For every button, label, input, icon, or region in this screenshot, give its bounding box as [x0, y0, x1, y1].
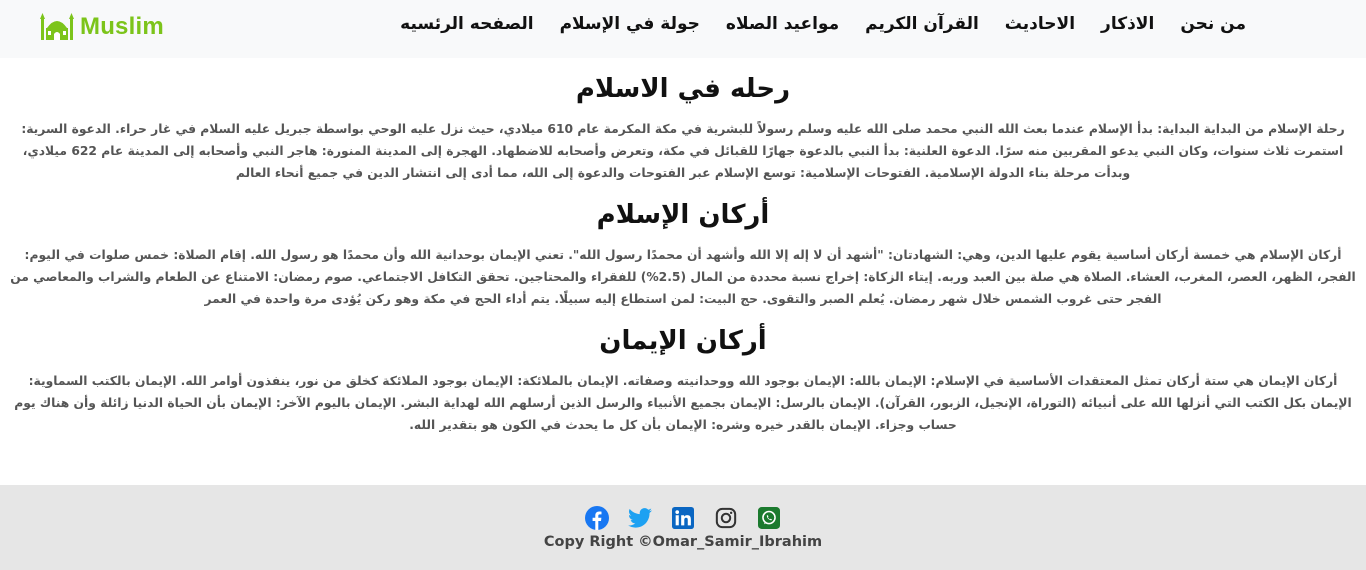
main-content: [0, 58, 1366, 485]
nav-about[interactable]: من نحن: [1180, 14, 1246, 34]
section-title-pillars-islam: أركان الإسلام: [596, 200, 770, 230]
section-body-pillars-iman: أركان الإيمان هي ستة أركان تمثل المعتقدات الأساسية في الإسلام: الإيمان بالله: الإيمان بوجود الله ووحدانيته وصفاته. الإيمان بالملائكة: الإيمان بوجود الملائكة كخلق من نور، ينفذون أوامر الله. الإيمان بالكتب السماوية: الإيمان بكل الكتب التي أنزلها الله على أنبيائه (التوراة، الإنجيل، الزبور، القرآن). الإيمان بالرسل: الإيمان بجميع الأنبياء والرسل الذين أرسلهم الله لهداية البشر. الإيمان باليوم الآخر: الإيمان بأن الحياة الدنيا زائلة وأن هناك يوم حساب وجزاء. الإيمان بالقدر خيره وشره: الإيمان بأن كل ما يحدث في الكون هو بتقدير الله.: [14, 374, 1352, 432]
nav-home[interactable]: الصفحه الرئسيه: [400, 14, 534, 34]
social-links: [0, 505, 1366, 531]
section-title-journey: رحله في الاسلام: [575, 74, 791, 104]
brand-name: Muslim: [80, 13, 164, 40]
navbar: [0, 0, 1366, 58]
section-body-pillars-islam: أركان الإسلام هي خمسة أركان أساسية يقوم عليها الدين، وهي: الشهادتان: "أشهد أن لا إله إلا الله وأشهد أن محمدًا رسول الله". تعني الإيمان بوحدانية الله وأن محمدًا هو رسول الله. إقام الصلاة: خمس صلوات في اليوم: الفجر، الظهر، العصر، المغرب، العشاء. الصلاة هي صلة بين العبد وربه. إيتاء الزكاة: إخراج نسبة محددة من المال (2.5%) للفقراء والمحتاجين. تحقق التكافل الاجتماعي. صوم رمضان: الامتناع عن الطعام والشراب والمعاصي من الفجر حتى غروب الشمس خلال شهر رمضان. يُعلم الصبر والتقوى. حج البيت: لمن استطاع إليه سبيلًا. يتم أداء الحج في مكة وهو ركن يُؤدى مرة واحدة في العمر: [10, 248, 1356, 306]
brand-logo[interactable]: [40, 12, 164, 42]
nav-islam-tour[interactable]: جولة في الإسلام: [559, 14, 700, 34]
twitter-icon[interactable]: [627, 505, 653, 531]
nav-quran[interactable]: القرآن الكريم: [865, 14, 979, 34]
nav-prayer-times[interactable]: مواعيد الصلاه: [725, 14, 840, 34]
section-title-pillars-iman: أركان الإيمان: [599, 326, 767, 356]
nav-adhkar[interactable]: الاذكار: [1101, 14, 1155, 34]
facebook-icon[interactable]: [584, 505, 610, 531]
mosque-icon: [40, 12, 74, 42]
section-body-journey: رحلة الإسلام من البداية البداية: بدأ الإسلام عندما بعث الله النبي محمد صلى الله عليه وسلم رسولاً للبشرية في مكة المكرمة عام 610 ميلادي، حيث نزل عليه الوحي بواسطة جبريل عليه السلام في غار حراء. الدعوة السرية: استمرت ثلاث سنوات، وكان النبي يدعو المقربين منه سرًا. الدعوة العلنية: بدأ النبي بالدعوة جهارًا للقبائل في مكة، وتعرض وأصحابه للاضطهاد. الهجرة إلى المدينة المنورة: هاجر النبي وأصحابه إلى المدينة عام 622 ميلادي، وبدأت مرحلة بناء الدولة الإسلامية. الفتوحات الإسلامية: توسع الإسلام عبر الفتوحات والدعوة إلى الله، مما أدى إلى انتشار الدين في جميع أنحاء العالم: [21, 122, 1345, 180]
whatsapp-icon[interactable]: [756, 505, 782, 531]
main-nav: [400, 14, 1246, 34]
footer: [0, 485, 1366, 570]
nav-hadith[interactable]: الاحاديث: [1004, 14, 1076, 34]
copyright-text: Copy Right ©Omar_Samir_Ibrahim: [543, 534, 823, 550]
linkedin-icon[interactable]: [670, 505, 696, 531]
instagram-icon[interactable]: [713, 505, 739, 531]
